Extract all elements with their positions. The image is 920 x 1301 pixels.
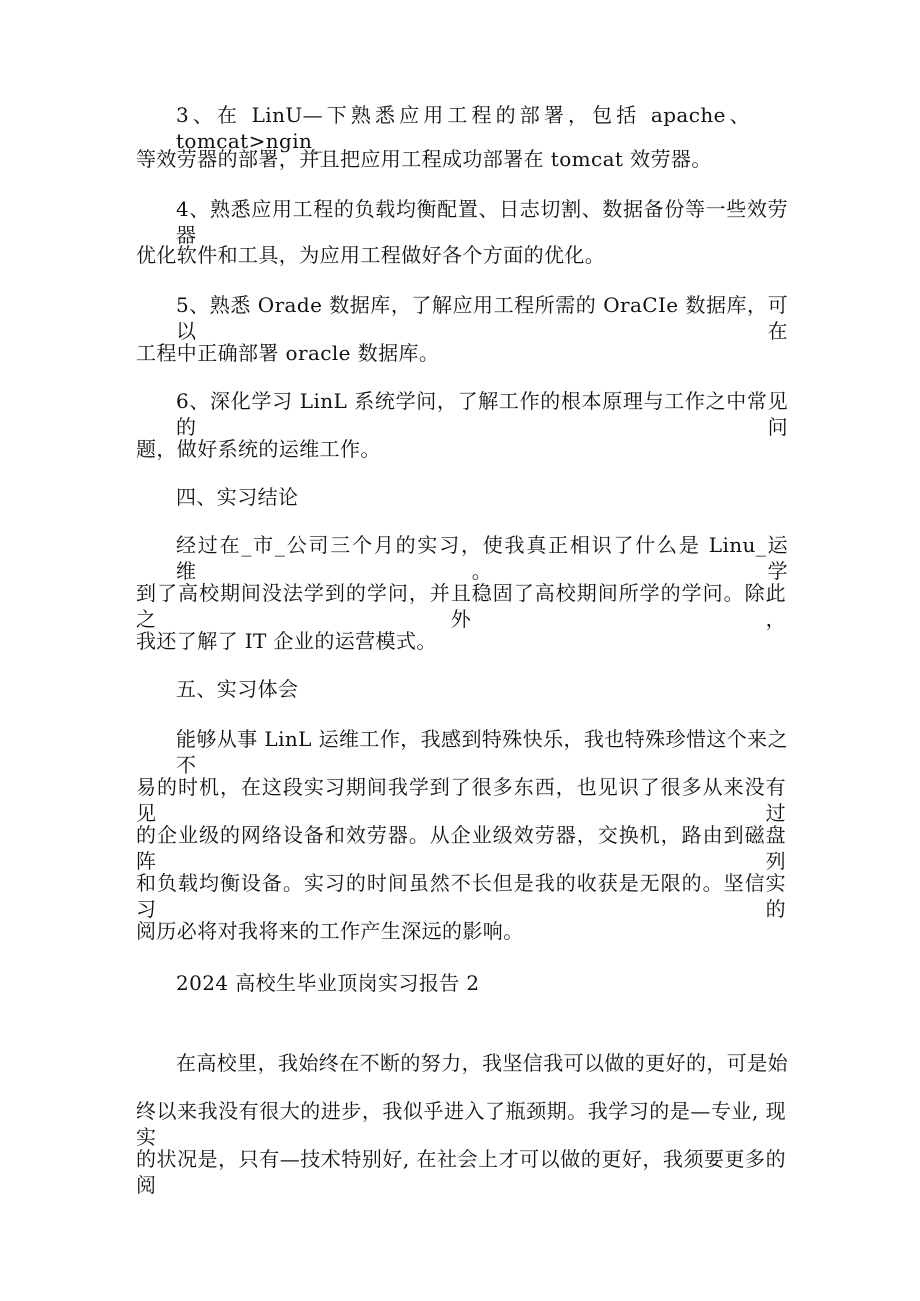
text-line: 3、在 LinU—下熟悉应用工程的部署，包括 apache、tomcat>ngin_ bbox=[176, 103, 750, 153]
section-heading: 五、实习体会 bbox=[176, 677, 299, 701]
text-line: 优化软件和工具，为应用工程做好各个方面的优化。 bbox=[136, 243, 606, 267]
text-line: 和负载均衡设备。实习的时间虽然不长但是我的收获是无限的。坚信实习的 bbox=[136, 871, 786, 921]
text-line: 在高校里，我始终在不断的努力，我坚信我可以做的更好的，可是始 bbox=[176, 1051, 788, 1075]
text-line: 等效劳器的部署，并且把应用工程成功部署在 tomcat 效劳器。 bbox=[136, 147, 712, 171]
text-line: 题，做好系统的运维工作。 bbox=[136, 437, 381, 461]
text-line: 的企业级的网络设备和效劳器。从企业级效劳器，交换机，路由到磁盘阵列 bbox=[136, 823, 786, 873]
text-line: 工程中正确部署 oracle 数据库。 bbox=[136, 341, 440, 365]
text-line: 的状况是，只有—技术特别好, 在社会上才可以做的更好，我须要更多的阅 bbox=[136, 1147, 786, 1197]
text-line: 易的时机，在这段实习期间我学到了很多东西，也见识了很多从来没有见过 bbox=[136, 775, 786, 825]
section-heading: 四、实习结论 bbox=[176, 485, 299, 509]
text-line: 能够从事 LinL 运维工作，我感到特殊快乐，我也特殊珍惜这个来之不 bbox=[176, 727, 788, 777]
text-line: 我还了解了 IT 企业的运营模式。 bbox=[136, 629, 437, 653]
text-line: 5、熟悉 Orade 数据库，了解应用工程所需的 OraCIe 数据库，可以在 bbox=[176, 293, 788, 343]
text-line: 终以来我没有很大的进步，我似乎进入了瓶颈期。我学习的是—专业, 现实 bbox=[136, 1099, 786, 1149]
document-title: 2024 高校生毕业顶岗实习报告 2 bbox=[176, 971, 480, 995]
text-line: 到了高校期间没法学到的学问，并且稳固了高校期间所学的学问。除此之外， bbox=[136, 581, 786, 631]
text-line: 阅历必将对我将来的工作产生深远的影响。 bbox=[136, 919, 524, 943]
text-line: 4、熟悉应用工程的负载均衡配置、日志切割、数据备份等一些效劳器 bbox=[176, 197, 788, 247]
text-line: 经过在_市_公司三个月的实习，使我真正相识了什么是 Linu_运维。学 bbox=[176, 533, 788, 583]
text-line: 6、深化学习 LinL 系统学问，了解工作的根本原理与工作之中常见的问 bbox=[176, 389, 788, 439]
